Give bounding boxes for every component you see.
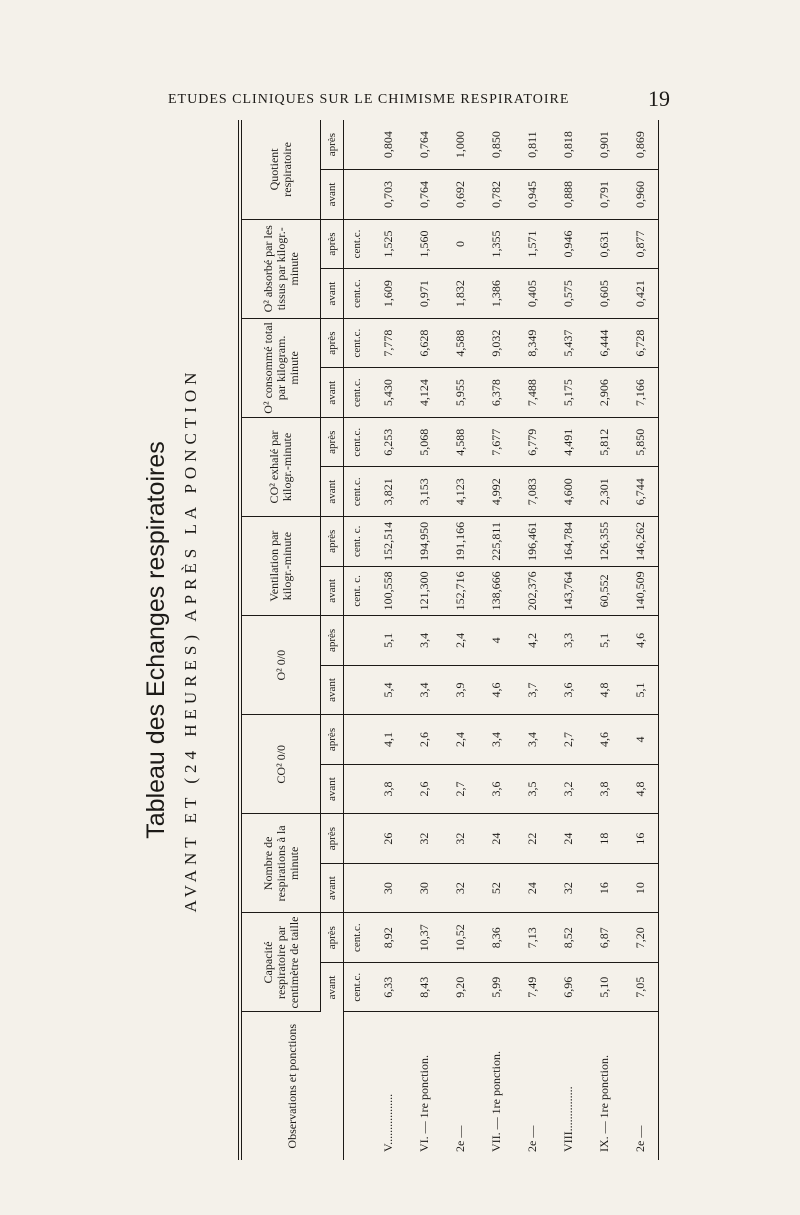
table-cell: 146,262 [622,517,659,567]
table-cell: 3,9 [442,665,478,715]
table-cell: 32 [550,863,586,913]
table-cell: 202,376 [514,566,550,616]
table-cell: 30 [406,863,442,913]
table-cell: 6,87 [586,913,622,963]
table-cell: 191,166 [442,517,478,567]
table-cell: 5,1 [622,665,659,715]
table-cell: 5,4 [370,665,406,715]
table-cell: 0,869 [622,120,659,170]
table-cell: 2,7 [442,764,478,814]
table-cell: 5,175 [550,368,586,418]
sub-header-before: avant [321,368,344,418]
table-cell: 5,1 [586,616,622,666]
group-header-o2-percent: O² 0/0 [240,616,321,715]
table-cell: 0,421 [622,269,659,319]
table-cell: 2,6 [406,715,442,765]
table-cell: 8,349 [514,318,550,368]
table-cell: 4,6 [478,665,514,715]
table-cell: 1,525 [370,219,406,269]
table-cell: 3,153 [406,467,442,517]
table-cell: 24 [514,863,550,913]
sub-header-after: après [321,219,344,269]
unit-cell: cent.c. [344,913,371,963]
row-label: 2e — [524,1125,539,1152]
table-cell: 32 [442,863,478,913]
table-cell: 2,301 [586,467,622,517]
unit-cell: cent. c. [344,566,371,616]
table-cell: 0,811 [514,120,550,170]
table-cell: 2,4 [442,616,478,666]
table-cell: 0,945 [514,170,550,220]
table-cell: 4,600 [550,467,586,517]
table-cell: 6,33 [370,962,406,1012]
row-label: VIII............... [560,1086,575,1152]
table-cell: 16 [622,814,659,864]
table-cell: 3,8 [370,764,406,814]
unit-cell: cent.c. [344,318,371,368]
table-cell: 4,124 [406,368,442,418]
table-cell: 5,812 [586,417,622,467]
table-row [406,120,442,1160]
table-cell: 3,4 [406,616,442,666]
unit-cell: cent.c. [344,368,371,418]
table-cell: 140,509 [622,566,659,616]
table-cell: 100,558 [370,566,406,616]
table-cell: 6,779 [514,417,550,467]
table-cell: 121,300 [406,566,442,616]
table-cell: 7,677 [478,417,514,467]
sub-header-before: avant [321,863,344,913]
unit-row [344,120,371,1160]
row-label: 2e — [452,1125,467,1152]
table-cell: 9,032 [478,318,514,368]
unit-cell [344,616,371,666]
table-cell: 4 [622,715,659,765]
table-cell: 8,52 [550,913,586,963]
table-cell: 0,631 [586,219,622,269]
table-row [622,120,659,1160]
table-cell: 0,888 [550,170,586,220]
table-cell: 7,083 [514,467,550,517]
table-cell: 4,1 [370,715,406,765]
unit-cell [344,814,371,864]
table-cell: 1,386 [478,269,514,319]
table-cell: 3,7 [514,665,550,715]
unit-cell [344,863,371,913]
group-header-respirations: Nombre de respirations à la minute [240,814,321,913]
table-cell: 24 [550,814,586,864]
group-header-co2-exhaled: CO² exhalé par kilogr.-minute [240,417,321,516]
sub-header-after: après [321,814,344,864]
table-cell: 0,764 [406,170,442,220]
table-cell: 152,716 [442,566,478,616]
table-cell: 3,4 [406,665,442,715]
table-cell: 2,4 [442,715,478,765]
row-label: VI. — 1re ponction. [416,1055,431,1152]
unit-cell: cent.c. [344,962,371,1012]
table-cell: 4,6 [622,616,659,666]
table-cell: 4,2 [514,616,550,666]
sub-header-after: après [321,616,344,666]
table-cell: 4,992 [478,467,514,517]
table-cell: 3,4 [478,715,514,765]
table-cell: 6,744 [622,467,659,517]
table-cell: 6,96 [550,962,586,1012]
table-cell: 5,955 [442,368,478,418]
table-title: Tableau des Echanges respiratoires [142,441,170,839]
table-cell: 6,628 [406,318,442,368]
group-header-capacity: Capacité respiratoire par centimètre de taille [240,913,321,1012]
table-cell: 0,791 [586,170,622,220]
table-cell: 10,52 [442,913,478,963]
sub-header-before: avant [321,665,344,715]
table-cell: 3,6 [550,665,586,715]
table-cell: 5,068 [406,417,442,467]
table-cell: 1,832 [442,269,478,319]
unit-cell [344,764,371,814]
table-cell: 24 [478,814,514,864]
table-cell: 10,37 [406,913,442,963]
table-cell: 5,10 [586,962,622,1012]
running-head: ETUDES CLINIQUES SUR LE CHIMISME RESPIRATOIRE [168,92,570,107]
table-cell: 10 [622,863,659,913]
table-cell: 0,692 [442,170,478,220]
table-row [514,120,550,1160]
unit-cell: cent.c. [344,467,371,517]
table-cell: 7,13 [514,913,550,963]
table-cell: 6,253 [370,417,406,467]
table-row [478,120,514,1160]
table-cell: 26 [370,814,406,864]
unit-cell [344,170,371,220]
table-cell: 143,764 [550,566,586,616]
sub-header-before: avant [321,764,344,814]
table-cell: 152,514 [370,517,406,567]
table-cell: 7,488 [514,368,550,418]
table-cell: 0,901 [586,120,622,170]
table-cell: 4,6 [586,715,622,765]
table-cell: 1,355 [478,219,514,269]
table-cell: 225,811 [478,517,514,567]
table-cell: 16 [586,863,622,913]
table-cell: 22 [514,814,550,864]
table-cell: 126,355 [586,517,622,567]
table-cell: 0 [442,219,478,269]
table-cell: 0,804 [370,120,406,170]
row-label: 2e — [622,1012,659,1160]
table-cell: 0,971 [406,269,442,319]
table-row [586,120,622,1160]
sub-header-row [321,120,344,1160]
unit-row-label [344,1012,371,1160]
group-header-co2-percent: CO² 0/0 [240,715,321,814]
table-cell: 5,1 [370,616,406,666]
table-cell: 4,8 [586,665,622,715]
sub-header-after: après [321,715,344,765]
table-cell: 5,850 [622,417,659,467]
table-cell: 3,2 [550,764,586,814]
table-cell: 3,4 [514,715,550,765]
table-cell: 1,571 [514,219,550,269]
unit-cell [344,120,371,170]
table-cell: 4,588 [442,318,478,368]
table-cell: 2,6 [406,764,442,814]
sub-header-before: avant [321,467,344,517]
unit-cell: cent.c. [344,417,371,467]
unit-cell: cent.c. [344,219,371,269]
group-header-o2-consumed: O² consommé total par kilogram. minute [240,318,321,417]
table-cell: 32 [442,814,478,864]
table-cell: 194,950 [406,517,442,567]
table-cell: 5,430 [370,368,406,418]
table-cell: 7,20 [622,913,659,963]
table-cell: 3,3 [550,616,586,666]
table-body [344,120,659,1160]
table-cell: 60,552 [586,566,622,616]
table-cell: 1,609 [370,269,406,319]
table-row [370,120,406,1160]
group-header-o2-absorbed: O² absorbé par les tissus par kilogr.-minute [240,219,321,318]
table-cell: 6,378 [478,368,514,418]
row-header: Observations et ponctions [240,1012,344,1160]
table-cell: 5,99 [478,962,514,1012]
table-cell: 0,818 [550,120,586,170]
table-cell: 0,946 [550,219,586,269]
table-cell: 4,8 [622,764,659,814]
table-cell: 30 [370,863,406,913]
table-cell: 0,877 [622,219,659,269]
sub-header-after: après [321,120,344,170]
table-cell: 0,782 [478,170,514,220]
table-cell: 0,703 [370,170,406,220]
sub-header-before: avant [321,170,344,220]
group-header-quotient: Quotient respiratoire [240,120,321,219]
table-cell: 1,560 [406,219,442,269]
sub-header-after: après [321,417,344,467]
rotated-table-block [140,120,680,1160]
sub-header-before: avant [321,962,344,1012]
table-cell: 7,778 [370,318,406,368]
table-cell: 2,906 [586,368,622,418]
group-header-row [240,120,321,1160]
table-cell: 4 [478,616,514,666]
table-cell: 138,666 [478,566,514,616]
row-label: IX. — 1re ponction. [596,1055,611,1152]
table-cell: 0,405 [514,269,550,319]
table-cell: 32 [406,814,442,864]
table-cell: 0,764 [406,120,442,170]
sub-header-after: après [321,913,344,963]
table-cell: 3,821 [370,467,406,517]
table-cell: 3,8 [586,764,622,814]
table-cell: 8,36 [478,913,514,963]
table-cell: 0,605 [586,269,622,319]
sub-header-after: après [321,517,344,567]
table-cell: 6,444 [586,318,622,368]
table-row [442,120,478,1160]
table-cell: 3,5 [514,764,550,814]
table-cell: 3,6 [478,764,514,814]
table-subtitle: AVANT ET (24 HEURES) APRÈS LA PONCTION [181,367,200,913]
unit-cell: cent.c. [344,269,371,319]
table-cell: 196,461 [514,517,550,567]
table-cell: 8,43 [406,962,442,1012]
table-cell: 9,20 [442,962,478,1012]
table-cell: 2,7 [550,715,586,765]
table-cell: 18 [586,814,622,864]
table-cell: 7,49 [514,962,550,1012]
table-cell: 7,166 [622,368,659,418]
page-number: 19 [648,86,670,111]
table-cell: 6,728 [622,318,659,368]
table-cell: 8,92 [370,913,406,963]
table-cell: 52 [478,863,514,913]
table-cell: 1,000 [442,120,478,170]
table-cell: 5,437 [550,318,586,368]
row-label: VII. — 1re ponction. [488,1051,503,1152]
sub-header-before: avant [321,269,344,319]
table-row [550,120,586,1160]
table-cell: 164,784 [550,517,586,567]
table-cell: 7,05 [622,962,659,1012]
table-cell: 0,960 [622,170,659,220]
row-label: V................. [380,1093,395,1152]
unit-cell [344,665,371,715]
sub-header-before: avant [321,566,344,616]
table-cell: 0,575 [550,269,586,319]
group-header-ventilation: Ventilation par kilogr.-minute [240,517,321,616]
unit-cell: cent. c. [344,517,371,567]
table-cell: 0,850 [478,120,514,170]
sub-header-after: après [321,318,344,368]
table-cell: 4,123 [442,467,478,517]
table-cell: 4,491 [550,417,586,467]
respiratory-exchange-table [238,120,659,1160]
table-cell: 4,588 [442,417,478,467]
unit-cell [344,715,371,765]
